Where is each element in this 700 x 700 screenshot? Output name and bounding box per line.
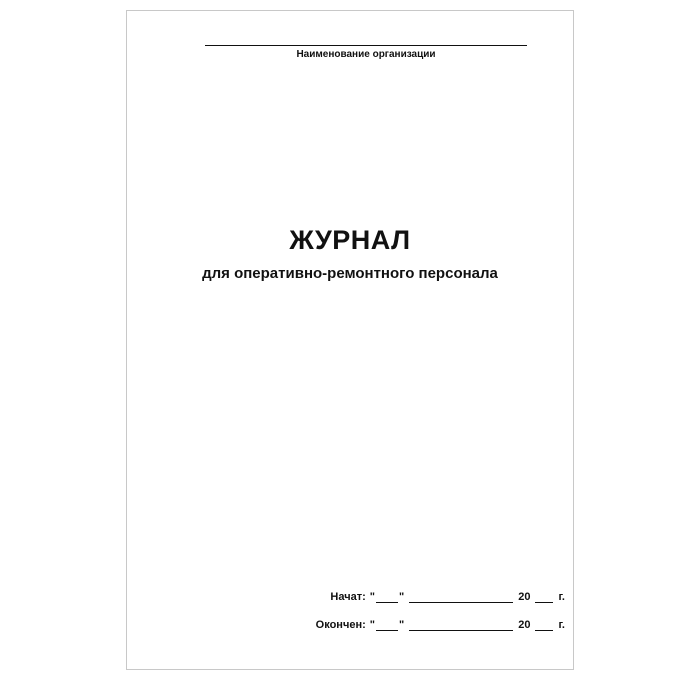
start-date-row xyxy=(330,587,565,603)
start-month-blank xyxy=(409,591,513,603)
open-quote: " xyxy=(369,591,375,603)
end-date-label: Окончен: xyxy=(315,619,366,631)
start-year-blank xyxy=(535,591,553,603)
start-day-blank xyxy=(376,591,398,603)
organization-name-line xyxy=(205,45,527,46)
journal-title: ЖУРНАЛ xyxy=(289,225,411,255)
close-quote: " xyxy=(398,591,405,603)
close-quote: " xyxy=(398,619,405,631)
end-date-row xyxy=(316,615,565,631)
start-date-label: Начат: xyxy=(330,591,366,603)
journal-cover-page xyxy=(126,10,574,670)
end-year-suffix: г. xyxy=(558,619,565,631)
end-year-blank xyxy=(535,619,553,631)
end-month-blank xyxy=(409,619,513,631)
journal-subtitle: для оперативно-ремонтного персонала xyxy=(202,265,498,282)
start-year-suffix: г. xyxy=(558,591,565,603)
end-day-blank xyxy=(376,619,398,631)
end-century: 20 xyxy=(518,619,531,631)
open-quote: " xyxy=(369,619,375,631)
start-century: 20 xyxy=(518,591,531,603)
organization-caption: Наименование организации xyxy=(296,49,436,60)
